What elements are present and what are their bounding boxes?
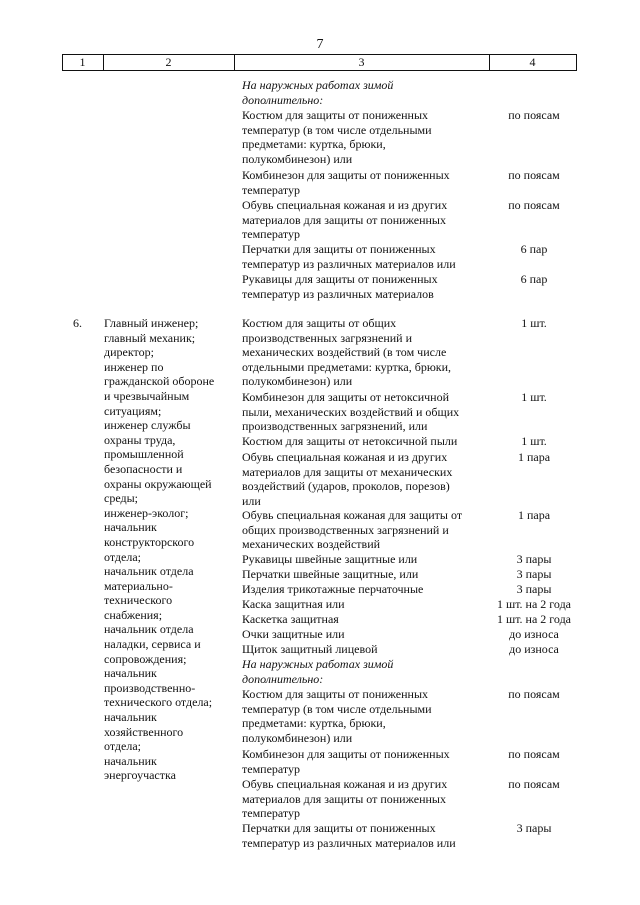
position-line: охраны окружающей <box>104 476 212 491</box>
issue-norm: 1 шт. на 2 года <box>496 597 572 611</box>
item-name <box>242 612 490 627</box>
position-line: промышленной <box>104 447 184 462</box>
position-line: главный механик; <box>104 330 196 345</box>
position-line: охраны труда, <box>104 432 176 447</box>
item-name <box>242 168 490 197</box>
item-line: Перчатки для защиты от пониженных <box>242 821 436 835</box>
item-line: Рукавицы швейные защитные или <box>242 552 418 566</box>
item-line: Комбинезон для защиты от нетоксичной <box>242 390 450 404</box>
positions-list <box>104 316 234 783</box>
item-line: Каскетка защитная <box>242 612 339 626</box>
issue-norm: по поясам <box>508 687 560 701</box>
position-line: начальник отдела <box>104 564 194 579</box>
issue-norm: 1 шт. <box>521 390 547 404</box>
item-name <box>242 450 490 508</box>
item-line: дополнительно: <box>242 671 324 686</box>
item-line: Изделия трикотажные перчаточные <box>242 582 424 596</box>
item-name <box>242 272 490 301</box>
header-bottom-border <box>62 70 576 71</box>
item-line: предметами: куртка, брюки, <box>242 137 386 152</box>
item-line: Перчатки для защиты от пониженных <box>242 242 436 256</box>
position-line: ситуациям; <box>104 403 162 418</box>
item-name <box>242 821 490 850</box>
position-line: сопровождения; <box>104 651 187 666</box>
item-name <box>242 627 490 642</box>
item-line: Каска защитная или <box>242 597 345 611</box>
column-divider <box>576 54 577 71</box>
position-line: Главный инженер; <box>104 316 199 330</box>
position-line: начальник <box>104 520 157 535</box>
item-name <box>242 552 490 567</box>
item-line: Щиток защитный лицевой <box>242 642 378 656</box>
item-name <box>242 198 490 242</box>
position-line: материально- <box>104 578 173 593</box>
item-line: Перчатки швейные защитные, или <box>242 567 419 581</box>
item-name <box>242 582 490 597</box>
item-line: температур (в том числе отдельными <box>242 701 432 716</box>
position-line: инженер по <box>104 359 164 374</box>
item-line: пыли, механических воздействий и общих <box>242 404 460 419</box>
item-line: Комбинезон для защиты от пониженных <box>242 168 450 182</box>
item-name <box>242 567 490 582</box>
item-line: отдельными предметами: куртка, брюки, <box>242 359 452 374</box>
item-line: воздействий (ударов, проколов, порезов) <box>242 479 450 494</box>
ppe-table <box>62 54 576 850</box>
item-line: На наружных работах зимой <box>242 78 394 92</box>
position-line: производственно- <box>104 680 196 695</box>
item-name <box>242 508 490 552</box>
issue-norm: 3 пары <box>516 567 552 581</box>
item-line: материалов для защиты от механических <box>242 464 453 479</box>
item-line: материалов для защиты от пониженных <box>242 791 446 806</box>
issue-norm: 1 шт. <box>521 316 547 330</box>
issue-norm: 1 пара <box>517 450 551 464</box>
issue-norm: по поясам <box>508 168 560 182</box>
item-line: полукомбинезон) или <box>242 730 353 745</box>
position-line: начальник отдела <box>104 622 194 637</box>
item-line: Костюм для защиты от общих <box>242 316 397 330</box>
item-line: Обувь специальная кожаная и из других <box>242 450 448 464</box>
item-name <box>242 390 490 434</box>
row-number: 6. <box>73 316 82 330</box>
header-col-1: 1 <box>79 55 86 69</box>
issue-norm: по поясам <box>508 747 560 761</box>
item-line: Обувь специальная кожаная и из других <box>242 198 448 212</box>
position-line: директор; <box>104 345 154 360</box>
item-line: полукомбинезон) или <box>242 374 353 389</box>
position-line: хозяйственного <box>104 724 184 739</box>
issue-norm: 1 шт. <box>521 434 547 448</box>
item-name <box>242 597 490 612</box>
issue-norm: 3 пары <box>516 821 552 835</box>
item-line: дополнительно: <box>242 92 324 107</box>
position-line: отдела; <box>104 739 142 754</box>
position-line: начальник <box>104 753 157 768</box>
item-name <box>242 777 490 821</box>
item-name <box>242 316 490 389</box>
issue-norm: 6 пар <box>520 272 548 286</box>
position-line: технического отдела; <box>104 695 213 710</box>
item-line: или <box>242 493 261 508</box>
item-line: материалов для защиты от пониженных <box>242 212 446 227</box>
position-line: технического <box>104 593 173 608</box>
item-line: температур (в том числе отдельными <box>242 122 432 137</box>
item-line: производственных загрязнений, или <box>242 419 428 434</box>
issue-norm: до износа <box>509 627 559 641</box>
item-name <box>242 642 490 657</box>
header-col-4: 4 <box>529 55 536 69</box>
header-col-2: 2 <box>165 55 172 69</box>
section-heading <box>242 78 490 107</box>
position-line: наладки, сервиса и <box>104 637 201 652</box>
item-name <box>242 687 490 745</box>
position-line: инженер службы <box>104 418 191 433</box>
item-line: температур <box>242 227 301 242</box>
item-name <box>242 434 490 449</box>
position-line: конструкторского <box>104 534 195 549</box>
position-line: гражданской обороне <box>104 374 215 389</box>
item-line: Костюм для защиты от нетоксичной пыли <box>242 434 458 448</box>
item-line: общих производственных загрязнений и <box>242 522 449 537</box>
item-line: Костюм для защиты от пониженных <box>242 687 429 701</box>
issue-norm: по поясам <box>508 108 560 122</box>
position-line: начальник <box>104 666 157 681</box>
position-line: начальник <box>104 710 157 725</box>
issue-norm: до износа <box>509 642 559 656</box>
issue-norm: по поясам <box>508 777 560 791</box>
page-number: 7 <box>316 37 324 52</box>
item-line: механических воздействий (в том числе <box>242 345 447 360</box>
position-line: среды; <box>104 491 138 506</box>
header-col-3: 3 <box>358 55 365 69</box>
item-line: механических воздействий <box>242 537 381 552</box>
item-line: температур <box>242 182 301 197</box>
item-line: Обувь специальная кожаная для защиты от <box>242 508 463 522</box>
item-name <box>242 747 490 776</box>
issue-norm: 1 пара <box>517 508 551 522</box>
item-line: полукомбинезон) или <box>242 151 353 166</box>
position-line: снабжения; <box>104 607 163 622</box>
item-line: температур из различных материалов или <box>242 256 456 271</box>
item-name <box>242 242 490 271</box>
item-line: Рукавицы для защиты от пониженных <box>242 272 438 286</box>
issue-norm: 3 пары <box>516 582 552 596</box>
position-line: отдела; <box>104 549 142 564</box>
position-line: и чрезвычайным <box>104 388 190 403</box>
issue-norm: 1 шт. на 2 года <box>496 612 572 626</box>
item-line: температур из различных материалов или <box>242 835 456 850</box>
issue-norm: по поясам <box>508 198 560 212</box>
position-line: энергоучастка <box>104 768 176 783</box>
issue-norm: 3 пары <box>516 552 552 566</box>
item-name <box>242 108 490 166</box>
item-line: Костюм для защиты от пониженных <box>242 108 429 122</box>
issue-norm: 6 пар <box>520 242 548 256</box>
item-line: Комбинезон для защиты от пониженных <box>242 747 450 761</box>
section-heading <box>242 657 490 686</box>
item-line: температур <box>242 806 301 821</box>
item-line: предметами: куртка, брюки, <box>242 716 386 731</box>
item-line: производственных загрязнений и <box>242 330 413 345</box>
item-line: Очки защитные или <box>242 627 345 641</box>
item-line: температур <box>242 761 301 776</box>
position-line: безопасности и <box>104 461 183 476</box>
position-line: инженер-эколог; <box>104 505 189 520</box>
item-line: температур из различных материалов <box>242 286 434 301</box>
item-line: Обувь специальная кожаная и из других <box>242 777 448 791</box>
item-line: На наружных работах зимой <box>242 657 394 671</box>
